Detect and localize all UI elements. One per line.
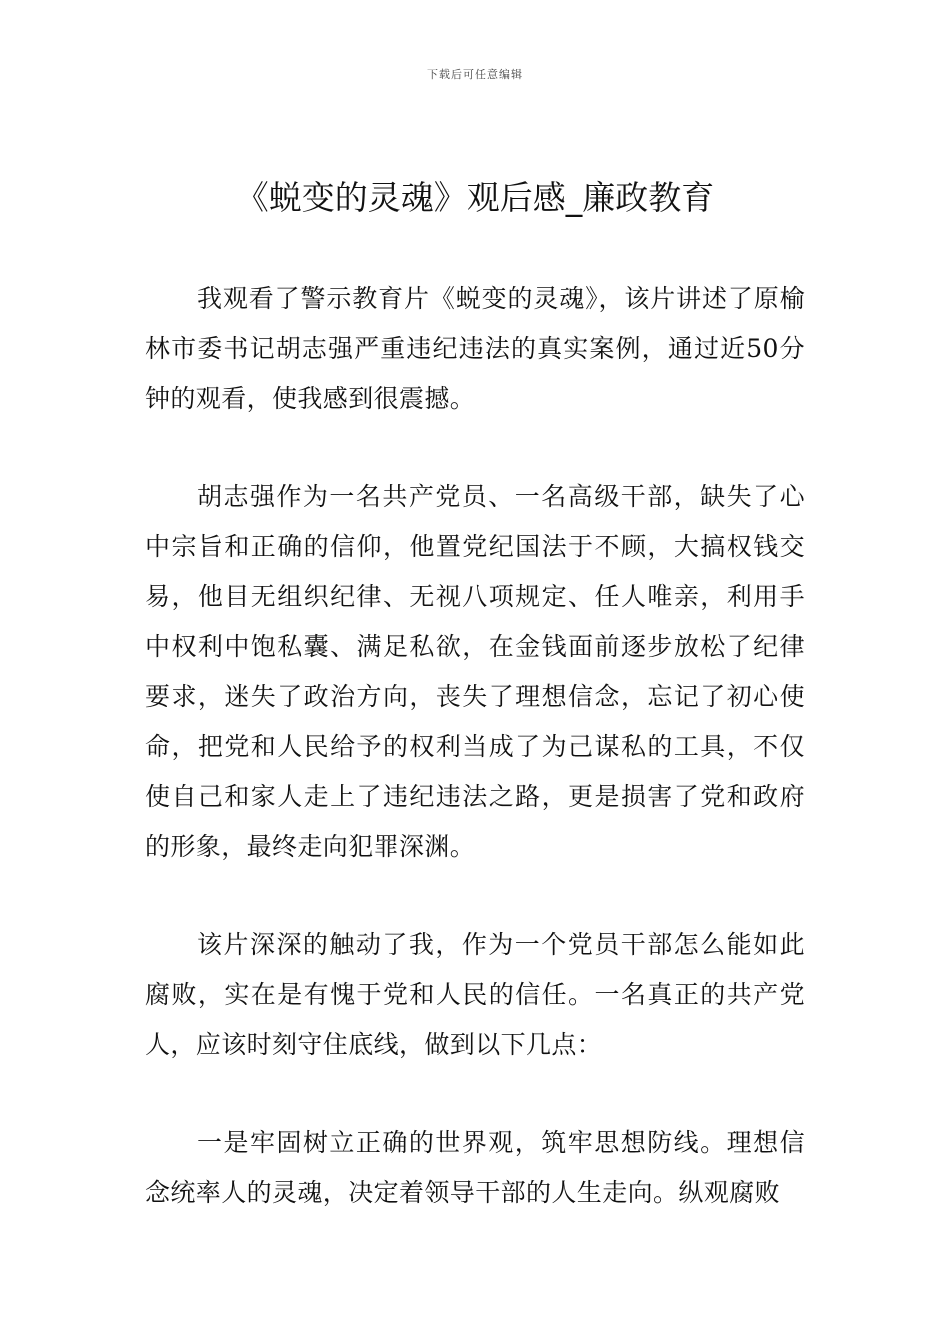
paragraph-2: 胡志强作为一名共产党员、一名高级干部，缺失了心中宗旨和正确的信仰，他置党纪国法于不顾，大搞权钱交易，他目无组织纪律、无视八项规定、任人唯亲，利用手中权利中饱私囊、满足私欲，在金钱面前逐步放松了纪律要求，迷失了政治方向，丧失了理想信念，忘记了初心使命，把党和人民给予的权利当成了为己谋私的工具，不仅使自己和家人走上了违纪违法之路，更是损害了党和政府的形象，最终走向犯罪深渊。 bbox=[145, 482, 805, 861]
paragraph-1: 我观看了警示教育片《蜕变的灵魂》，该片讲述了原榆林市委书记胡志强严重违纪违法的真实案例，通过近50分钟的观看，使我感到很震撼。 bbox=[145, 284, 805, 413]
document-title: 《蜕变的灵魂》观后感_廉政教育 bbox=[235, 178, 715, 217]
header-note: 下载后可任意编辑 bbox=[427, 68, 523, 81]
paragraph-3: 该片深深的触动了我，作为一个党员干部怎么能如此腐败，实在是有愧于党和人民的信任。一名真正的共产党人，应该时刻守住底线，做到以下几点： bbox=[145, 930, 805, 1059]
paragraph-4: 一是牢固树立正确的世界观，筑牢思想防线。理想信念统率人的灵魂，决定着领导干部的人生走向。纵观腐败 bbox=[145, 1128, 805, 1207]
